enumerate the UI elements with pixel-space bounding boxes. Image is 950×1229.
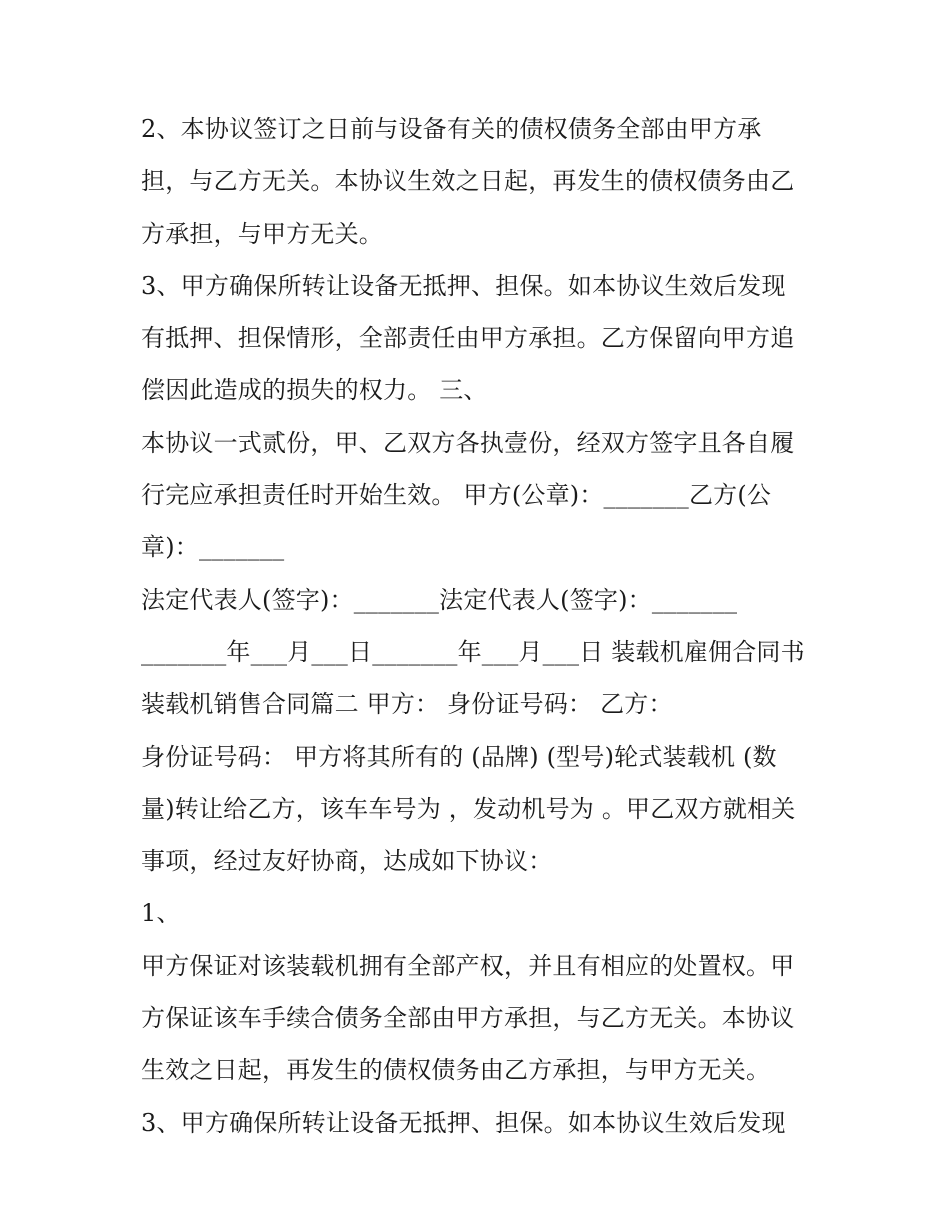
- text-line: 身份证号码： 甲方将其所有的 (品牌) (型号)轮式装载机 (数: [141, 742, 777, 771]
- text-line: 担，与乙方无关。本协议生效之日起，再发生的债权债务由乙: [141, 167, 795, 196]
- text-line: 法定代表人(签字)：_______法定代表人(签字)：_______: [141, 585, 738, 614]
- text-line: 本协议一式贰份，甲、乙双方各执壹份，经双方签字且各自履: [141, 428, 795, 457]
- text-line: 1、: [141, 899, 181, 928]
- text-line: 事项，经过友好协商，达成如下协议：: [141, 847, 553, 876]
- text-line: 2、本协议签订之日前与设备有关的债权债务全部由甲方承: [141, 115, 762, 143]
- document-body: [141, 110, 831, 1156]
- text-line: 偿因此造成的损失的权力。 三、: [141, 376, 488, 405]
- text-line: 3、甲方确保所转让设备无抵押、担保。如本协议生效后发现: [141, 271, 786, 300]
- text-line: 方承担，与甲方无关。: [141, 219, 383, 248]
- text-line: 生效之日起，再发生的债权债务由乙方承担，与甲方无关。: [141, 1056, 771, 1085]
- text-line: _______年___月___日_______年___月___日 装载机雇佣合同书: [141, 637, 805, 666]
- text-line: 章)：_______: [141, 533, 285, 562]
- text-line: 甲方保证对该装载机拥有全部产权，并且有相应的处置权。甲: [141, 951, 795, 980]
- text-line: 3、甲方确保所转让设备无抵押、担保。如本协议生效后发现: [141, 1108, 786, 1137]
- text-line: 行完应承担责任时开始生效。 甲方(公章)：_______乙方(公: [141, 481, 772, 510]
- text-line: 装载机销售合同篇二 甲方： 身份证号码： 乙方：: [141, 690, 673, 719]
- text-line: 有抵押、担保情形，全部责任由甲方承担。乙方保留向甲方追: [141, 324, 795, 353]
- text-line: 量)转让给乙方，该车车号为 ，发动机号为 。甲乙双方就相关: [141, 794, 796, 823]
- text-line: 方保证该车手续合债务全部由甲方承担，与乙方无关。本协议: [141, 1004, 795, 1033]
